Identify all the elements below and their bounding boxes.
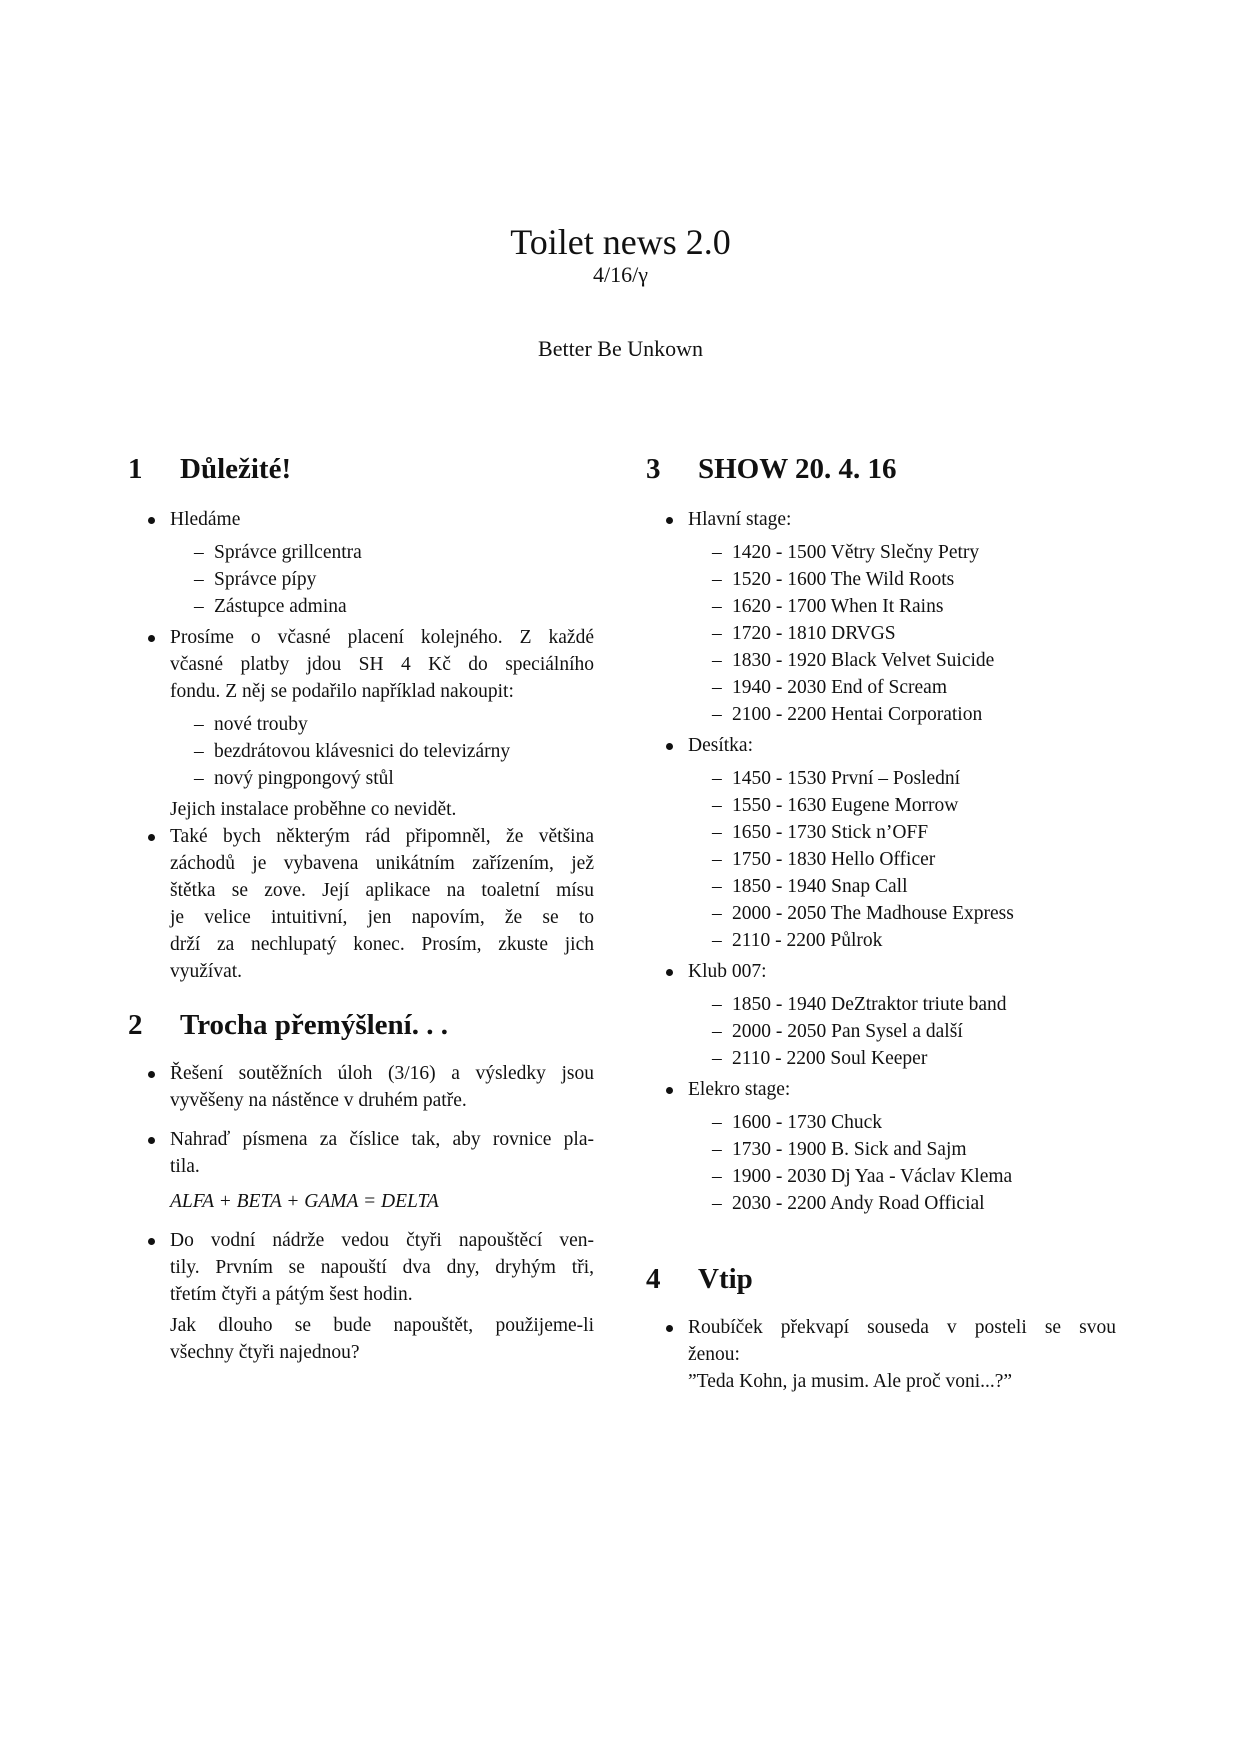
bullet-icon: [148, 1238, 155, 1245]
section-number: 2: [128, 1009, 143, 1041]
act-item: [688, 792, 1116, 819]
sub-item-text: Zástupce admina: [214, 596, 347, 617]
act-text: 1940 - 2030 End of Scream: [732, 677, 947, 698]
act-list: [688, 539, 1116, 728]
act-text: 2110 - 2200 Půlrok: [732, 930, 883, 951]
dash-icon: –: [194, 569, 204, 590]
stage-name: Elekro stage:: [688, 1079, 791, 1100]
dash-icon: –: [712, 1112, 722, 1133]
dash-icon: –: [712, 876, 722, 897]
dash-icon: –: [712, 569, 722, 590]
bullet-icon: [666, 1325, 673, 1332]
dash-icon: –: [194, 741, 204, 762]
stage-item: [646, 732, 1116, 954]
text-line: Jejich instalace proběhne co nevidět.: [170, 799, 457, 820]
act-list: [688, 1109, 1116, 1217]
act-text: 2110 - 2200 Soul Keeper: [732, 1048, 928, 1069]
section-heading-4: [646, 1262, 753, 1296]
list-item: [128, 823, 594, 985]
list-item: [128, 1126, 594, 1215]
bullet-icon: [666, 1087, 673, 1094]
act-text: 1420 - 1500 Větry Slečny Petry: [732, 542, 980, 563]
act-text: 1900 - 2030 Dj Yaa - Václav Klema: [732, 1166, 1013, 1187]
act-item: [688, 1190, 1116, 1217]
text-line: Jak dlouho se bude napouštět, použijeme-li: [170, 1315, 594, 1336]
stage-name: Klub 007:: [688, 961, 767, 982]
document-author: Better Be Unkown: [538, 336, 703, 361]
act-text: 2000 - 2050 The Madhouse Express: [732, 903, 1014, 924]
section-4-list: [646, 1314, 1116, 1395]
sub-item-text: bezdrátovou klávesnici do televizárny: [214, 741, 511, 762]
stage-item: [646, 958, 1116, 1072]
bullet-icon: [666, 743, 673, 750]
text-line: ženou:: [688, 1344, 740, 1365]
dash-icon: –: [712, 795, 722, 816]
sub-item-text: Správce pípy: [214, 569, 317, 590]
stage-name: Hlavní stage:: [688, 509, 792, 530]
dash-icon: –: [712, 849, 722, 870]
dash-icon: –: [712, 623, 722, 644]
act-item: [688, 991, 1116, 1018]
dash-icon: –: [712, 1193, 722, 1214]
sub-list-item: [170, 711, 594, 738]
text-line: Řešení soutěžních úloh (3/16) a výsledky jsou: [170, 1063, 594, 1084]
act-text: 1600 - 1730 Chuck: [732, 1112, 883, 1133]
act-list: [688, 991, 1116, 1072]
act-item: [688, 873, 1116, 900]
text-line: drží za nechlupatý konec. Prosím, zkuste jich: [170, 934, 594, 955]
section-1-list: [128, 506, 594, 985]
title-block: [0, 222, 1241, 288]
section-title: SHOW 20. 4. 16: [698, 453, 897, 485]
act-text: 2100 - 2200 Hentai Corporation: [732, 704, 983, 725]
dash-icon: –: [194, 596, 204, 617]
section-heading-2: [128, 1008, 448, 1042]
question: [170, 1312, 594, 1366]
act-item: [688, 1109, 1116, 1136]
text-line: využívat.: [170, 961, 243, 982]
bullet-icon: [666, 969, 673, 976]
list-item: [128, 506, 594, 620]
dash-icon: –: [712, 1048, 722, 1069]
section-number: 3: [646, 453, 661, 485]
sub-item-text: nové trouby: [214, 714, 308, 735]
act-item: [688, 1136, 1116, 1163]
text-line: záchodů je vybavena unikátním zařízením, jež: [170, 853, 594, 874]
act-item: [688, 927, 1116, 954]
dash-icon: –: [712, 596, 722, 617]
act-text: 1730 - 1900 B. Sick and Sajm: [732, 1139, 967, 1160]
text-line: štětka se zove. Její aplikace na toaletní mísu: [170, 880, 594, 901]
act-item: [688, 846, 1116, 873]
act-item: [688, 647, 1116, 674]
act-text: 1850 - 1940 DeZtraktor triute band: [732, 994, 1007, 1015]
act-item: [688, 620, 1116, 647]
text-line: Prosíme o včasné placení kolejného. Z každé: [170, 627, 594, 648]
section-title: Trocha přemýšlení. . .: [180, 1009, 448, 1041]
act-text: 1620 - 1700 When It Rains: [732, 596, 944, 617]
list-item: [646, 1314, 1116, 1395]
section-heading-1: [128, 452, 291, 486]
sub-list-item: [170, 593, 594, 620]
dash-icon: –: [194, 714, 204, 735]
section-2-list: [128, 1060, 594, 1366]
text-line: Také bych některým rád připomněl, že většina: [170, 826, 594, 847]
dash-icon: –: [712, 994, 722, 1015]
text-line: všechny čtyři najednou?: [170, 1342, 360, 1363]
text-line: vyvěšeny na nástěnce v druhém patře.: [170, 1090, 467, 1111]
bullet-icon: [666, 517, 673, 524]
sub-list: [170, 711, 594, 792]
stage-item: [646, 506, 1116, 728]
text-line: ”Teda Kohn, ja musim. Ale proč voni...?”: [688, 1371, 1013, 1392]
act-item: [688, 1018, 1116, 1045]
dash-icon: –: [712, 1166, 722, 1187]
sub-list-item: [170, 566, 594, 593]
sub-list-item: [170, 765, 594, 792]
bullet-icon: [148, 1071, 155, 1078]
act-item: [688, 900, 1116, 927]
sub-item-text: Správce grillcentra: [214, 542, 362, 563]
text-line: fondu. Z něj se podařilo například nakoupit:: [170, 681, 514, 702]
stage-name: Desítka:: [688, 735, 753, 756]
dash-icon: –: [194, 542, 204, 563]
document-date: 4/16/γ: [593, 262, 648, 287]
bullet-icon: [148, 517, 155, 524]
sub-list-item: [170, 539, 594, 566]
text-line: Do vodní nádrže vedou čtyři napouštěcí ven-: [170, 1230, 594, 1251]
item-text: Hledáme: [170, 509, 241, 530]
stage-list: [646, 506, 1116, 1221]
dash-icon: –: [712, 1139, 722, 1160]
dash-icon: –: [712, 768, 722, 789]
act-item: [688, 701, 1116, 728]
act-item: [688, 674, 1116, 701]
act-list: [688, 765, 1116, 954]
act-text: 1550 - 1630 Eugene Morrow: [732, 795, 959, 816]
text-line: třetím čtyři a pátým šest hodin.: [170, 1284, 413, 1305]
section-number: 4: [646, 1263, 661, 1295]
act-item: [688, 539, 1116, 566]
act-item: [688, 765, 1116, 792]
text-line: tily. Prvním se napouští dva dny, dryhým tři,: [170, 1257, 594, 1278]
act-text: 1850 - 1940 Snap Call: [732, 876, 908, 897]
text-line: je velice intuitivní, jen napovím, že se to: [170, 907, 594, 928]
act-item: [688, 819, 1116, 846]
section-number: 1: [128, 453, 143, 485]
text-line: tila.: [170, 1156, 200, 1177]
dash-icon: –: [712, 677, 722, 698]
act-text: 2030 - 2200 Andy Road Official: [732, 1193, 985, 1214]
list-item: [128, 624, 594, 823]
act-item: [688, 1163, 1116, 1190]
act-text: 1650 - 1730 Stick n’OFF: [732, 822, 929, 843]
section-title: Důležité!: [180, 453, 292, 485]
document-title: Toilet news 2.0: [510, 222, 731, 262]
dash-icon: –: [712, 542, 722, 563]
list-item: [128, 1060, 594, 1114]
act-text: 1720 - 1810 DRVGS: [732, 623, 896, 644]
dash-icon: –: [712, 650, 722, 671]
act-text: 1750 - 1830 Hello Officer: [732, 849, 936, 870]
act-text: 1830 - 1920 Black Velvet Suicide: [732, 650, 995, 671]
dash-icon: –: [194, 768, 204, 789]
sub-list-item: [170, 738, 594, 765]
act-item: [688, 1045, 1116, 1072]
act-text: 2000 - 2050 Pan Sysel a další: [732, 1021, 963, 1042]
text-line: Roubíček překvapí souseda v posteli se svou: [688, 1317, 1116, 1338]
section-title: Vtip: [698, 1263, 753, 1295]
dash-icon: –: [712, 903, 722, 924]
stage-item: [646, 1076, 1116, 1217]
bullet-icon: [148, 834, 155, 841]
act-item: [688, 593, 1116, 620]
dash-icon: –: [712, 930, 722, 951]
sub-item-text: nový pingpongový stůl: [214, 768, 394, 789]
list-item: [128, 1227, 594, 1366]
sub-list: [170, 539, 594, 620]
dash-icon: –: [712, 822, 722, 843]
bullet-icon: [148, 635, 155, 642]
equation: ALFA + BETA + GAMA = DELTA: [170, 1191, 439, 1212]
act-text: 1520 - 1600 The Wild Roots: [732, 569, 955, 590]
bullet-icon: [148, 1137, 155, 1144]
act-item: [688, 566, 1116, 593]
text-line: včasné platby jdou SH 4 Kč do speciálního: [170, 654, 594, 675]
section-heading-3: [646, 452, 896, 486]
dash-icon: –: [712, 704, 722, 725]
dash-icon: –: [712, 1021, 722, 1042]
act-text: 1450 - 1530 První – Poslední: [732, 768, 961, 789]
text-line: Nahraď písmena za číslice tak, aby rovnice pla-: [170, 1129, 594, 1150]
